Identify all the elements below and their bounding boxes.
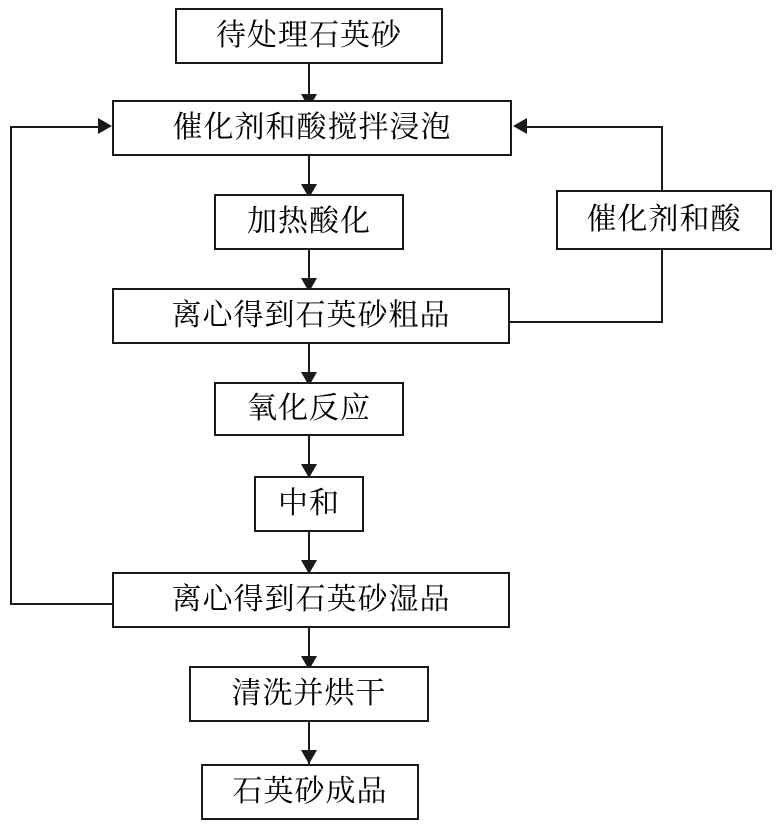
node-neutralization[interactable] [254, 476, 364, 532]
node-label: 催化剂和酸搅拌浸泡 [172, 111, 452, 144]
node-centrifuge-wet-quartz-sand[interactable] [112, 572, 510, 628]
node-label: 离心得到石英砂湿品 [171, 583, 451, 616]
node-label: 待处理石英砂 [216, 19, 402, 52]
node-label: 催化剂和酸 [586, 203, 742, 236]
edge-n10-n2-hline [527, 126, 663, 128]
edge-n4-n10-vline [661, 250, 663, 323]
edge-n7-n2-hline-bottom [10, 603, 114, 605]
node-raw-quartz-sand[interactable] [175, 8, 443, 64]
node-oxidation-reaction[interactable] [214, 382, 404, 436]
node-finished-quartz-sand[interactable] [201, 764, 419, 820]
edge-n4-n10-hline [508, 321, 663, 323]
node-centrifuge-crude-quartz-sand[interactable] [112, 288, 510, 344]
node-catalyst-acid-stir-soak[interactable] [112, 100, 512, 156]
node-label: 加热酸化 [247, 205, 371, 238]
node-label: 中和 [278, 487, 340, 520]
edge-n7-n2-hline-top [10, 126, 100, 128]
edge-n8-n9-arrow [301, 750, 317, 764]
node-label: 离心得到石英砂粗品 [171, 299, 451, 332]
node-label: 清洗并烘干 [231, 677, 387, 710]
edge-n7-n2-vline [10, 126, 12, 605]
edge-n7-n2-arrow [98, 118, 112, 134]
node-catalyst-and-acid[interactable] [556, 190, 772, 250]
edge-n10-n2-vline [661, 126, 663, 190]
node-heat-acidification[interactable] [214, 194, 404, 250]
node-wash-and-dry[interactable] [189, 666, 429, 722]
node-label: 氧化反应 [247, 392, 371, 425]
edge-n10-n2-arrow [513, 118, 527, 134]
node-label: 石英砂成品 [232, 775, 388, 808]
